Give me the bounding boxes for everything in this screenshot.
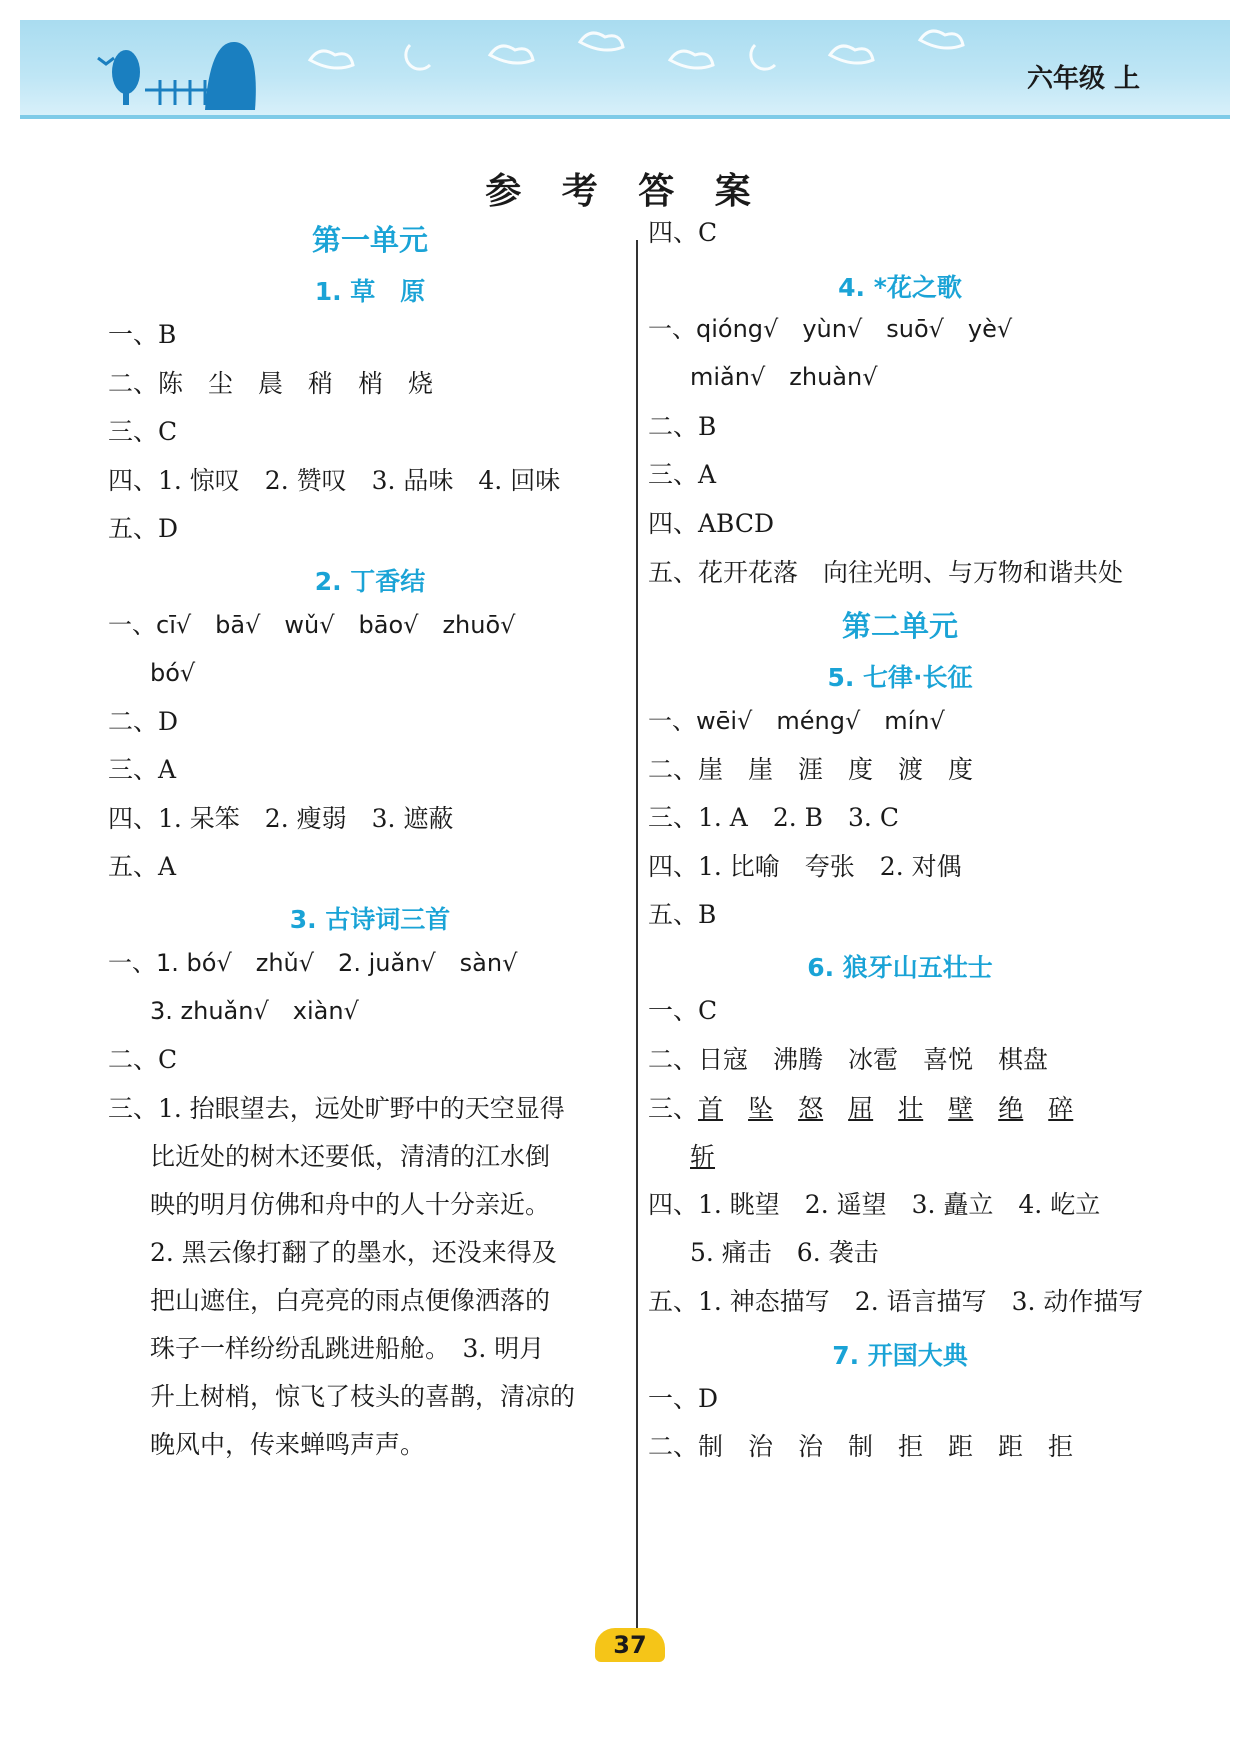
answer-line: 二、陈 尘 晨 稍 梢 烧 [108, 369, 434, 398]
answer-line: 二、崖 崖 涯 度 渡 度 [648, 755, 974, 784]
answer-line: 二、制 治 治 制 拒 距 距 拒 [648, 1432, 1074, 1461]
answer-line: 一、C [648, 996, 718, 1025]
answer-line: 四、1. 比喻 夸张 2. 对偶 [648, 852, 962, 881]
grade-label: 六年级 上 [1026, 64, 1140, 94]
underlined-word: 坠 [748, 1094, 774, 1123]
answer-line: 三、C [108, 417, 178, 446]
answer-line: 一、D [648, 1384, 719, 1413]
underlined-word: 斩 [690, 1142, 716, 1171]
answer-line: 五、A [108, 852, 177, 881]
unit-heading-2: 第二单元 [841, 609, 958, 643]
answer-line: 一、1. bó√ zhǔ√ 2. juǎn√ sàn√ [108, 949, 518, 977]
lesson-heading-3: 3. 古诗词三首 [289, 905, 451, 934]
underlined-word: 绝 [998, 1094, 1024, 1123]
answer-line: 四、C [648, 218, 718, 247]
answer-line: bó√ [150, 659, 196, 687]
answer-line: 比近处的树木还要低，清清的江水倒 [150, 1142, 551, 1171]
answer-line: 五、花开花落 向往光明、与万物和谐共处 [648, 558, 1124, 587]
page-title: 参 考 答 案 [485, 170, 765, 212]
answer-line: 晚风中，传来蝉鸣声声。 [150, 1430, 426, 1459]
answer-line: 一、cī√ bā√ wǔ√ bāo√ zhuō√ [108, 611, 516, 639]
answer-line: 二、B [648, 412, 717, 441]
answer-line-underlined [648, 1094, 1073, 1124]
answer-line: 四、1. 眺望 2. 遥望 3. 矗立 4. 屹立 [648, 1190, 1101, 1219]
answer-line: 三、1. 抬眼望去，远处旷野中的天空显得 [108, 1094, 565, 1123]
answer-line: 3. zhuǎn√ xiàn√ [150, 997, 359, 1025]
answer-line: miǎn√ zhuàn√ [690, 363, 878, 391]
answer-line: 二、日寇 沸腾 冰雹 喜悦 棋盘 [648, 1045, 1049, 1074]
lesson-heading-4: 4. *花之歌 [838, 273, 962, 302]
lesson-heading-5: 5. 七律·长征 [827, 663, 973, 692]
answer-line: 升上树梢，惊飞了枝头的喜鹊，清凉的 [150, 1382, 576, 1411]
answer-line: 四、ABCD [648, 509, 775, 538]
answer-line: 五、B [648, 900, 717, 929]
underlined-word: 首 [698, 1094, 724, 1123]
lesson-heading-6: 6. 狼牙山五壮士 [807, 953, 993, 982]
answer-line: 映的明月仿佛和舟中的人十分亲近。 [150, 1190, 551, 1219]
answer-line: 二、D [108, 707, 179, 736]
answer-line: 5. 痛击 6. 袭击 [690, 1238, 879, 1267]
lesson-heading-2: 2. 丁香结 [314, 567, 426, 596]
answer-line: 珠子一样纷纷乱跳进船舱。 3. 明月 [150, 1334, 545, 1363]
page-number: 37 [595, 1628, 665, 1662]
underlined-word: 屈 [848, 1094, 874, 1123]
answer-line: 二、C [108, 1045, 178, 1074]
answer-line: 一、wēi√ méng√ mín√ [648, 707, 945, 735]
lesson-heading-7: 7. 开国大典 [832, 1341, 968, 1370]
answer-line: 四、1. 惊叹 2. 赞叹 3. 品味 4. 回味 [108, 466, 561, 495]
answer-line: 三、A [108, 755, 177, 784]
answer-line: 四、1. 呆笨 2. 瘦弱 3. 遮蔽 [108, 804, 454, 833]
underlined-word: 壁 [948, 1094, 974, 1123]
answer-line: 五、D [108, 514, 179, 543]
lesson-heading-1: 1. 草 原 [314, 277, 426, 306]
answer-prefix: 三、 [648, 1094, 699, 1123]
answer-line: 一、B [108, 320, 177, 349]
answer-line: 2. 黑云像打翻了的墨水，还没来得及 [150, 1238, 557, 1267]
underlined-word: 怒 [798, 1094, 824, 1123]
answer-line: 把山遮住，白亮亮的雨点便像洒落的 [150, 1286, 551, 1315]
column-divider [636, 240, 638, 1640]
answer-line: 三、1. A 2. B 3. C [648, 803, 899, 832]
answer-line: 一、qióng√ yùn√ suō√ yè√ [648, 315, 1013, 343]
answer-line: 三、A [648, 460, 717, 489]
unit-heading-1: 第一单元 [311, 223, 428, 257]
answer-line: 五、1. 神态描写 2. 语言描写 3. 动作描写 [648, 1287, 1144, 1316]
underlined-word: 壮 [898, 1094, 924, 1123]
header-banner [20, 20, 1230, 119]
underlined-word: 碎 [1048, 1094, 1074, 1123]
